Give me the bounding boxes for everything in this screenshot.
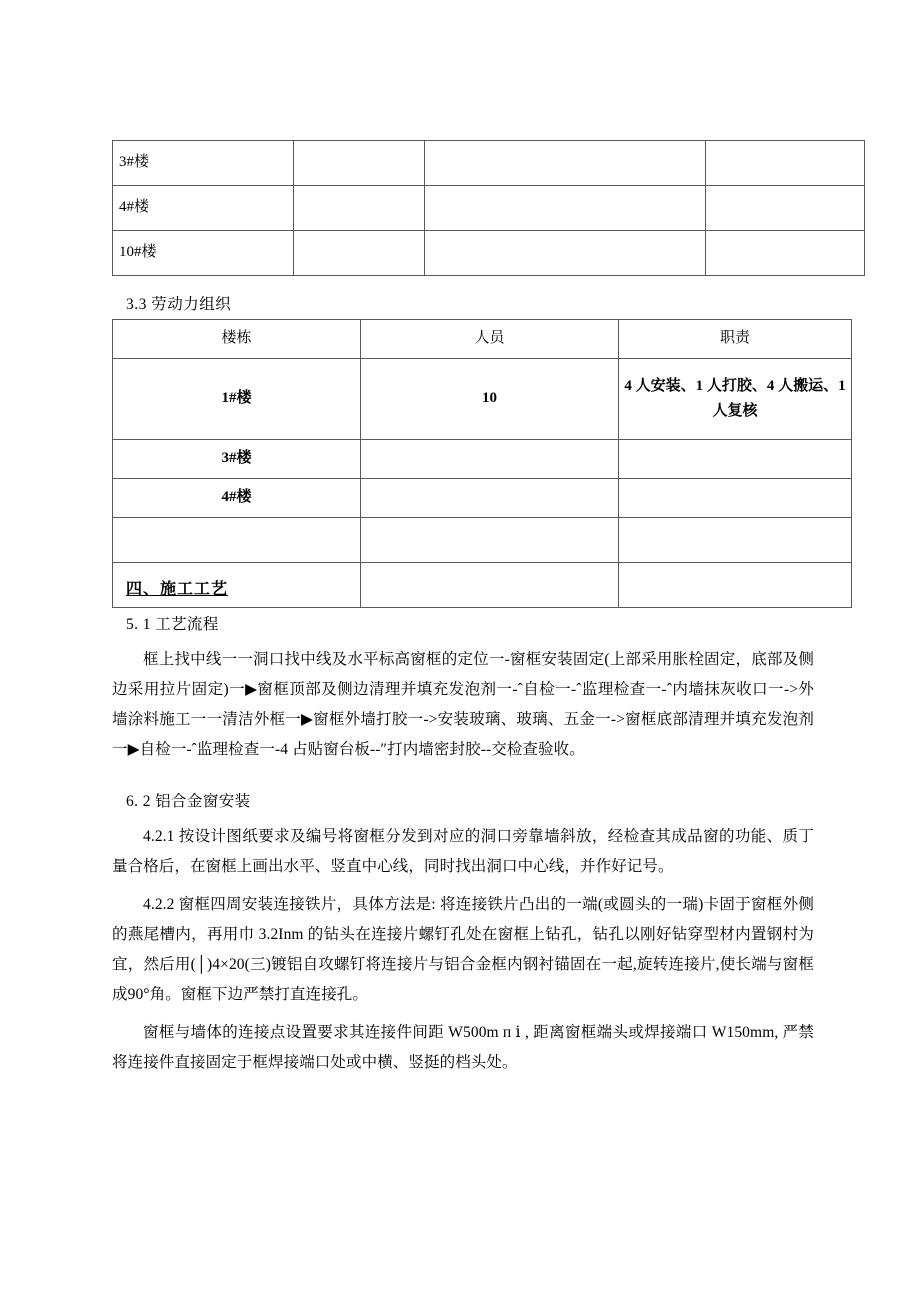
duty-cell [619, 479, 852, 518]
table-row [113, 186, 865, 231]
paragraph-connection-points: 窗框与墙体的连接点设置要求其连接件间距 W500m ᴨ ⅰ , 距离窗框端头或焊接端口 W150mm, 严禁将连接件直接固定于框焊接端口处或中横、竖挺的档头处。 [112, 1024, 814, 1071]
empty-cell [425, 186, 706, 231]
labor-table-head [113, 320, 852, 359]
empty-cell [294, 231, 425, 276]
building-cell: 3#楼 [113, 141, 294, 186]
building-cell: 4#楼 [113, 186, 294, 231]
table-row [113, 141, 865, 186]
labor-organization-heading: 3.3 劳动力组织 [126, 296, 232, 313]
table-row [113, 479, 852, 518]
empty-cell [425, 141, 706, 186]
duty-cell [619, 440, 852, 479]
empty-cell [294, 141, 425, 186]
people-cell: 10 [361, 359, 619, 440]
table-row [113, 440, 852, 479]
table-row [113, 231, 865, 276]
labor-table-body [113, 359, 852, 608]
paragraph-4-2-1: 4.2.1 按设计图纸要求及编号将窗框分发到对应的洞口旁靠墙斜放，经检查其成品窗的功能、质丁量合格后，在窗框上画出水平、竖直中心线，同时找出洞口中心线，并作好记号。 [112, 828, 814, 875]
paragraph-process-flow: 框上找中线一一洞口找中线及水平标高窗框的定位一-窗框安装固定(上部采用胀栓固定，底部及侧边采用拉片固定)一▶窗框顶部及侧边清理并填充发泡剂一-ˆ自检一-ˆ监理检查一-ˆ内墙抹灰收口一->外墙涂料施工一一清洁外框一▶窗框外墙打胶一->安装玻璃、玻璃、五金一->窗框底部清理并填充发泡剂一▶自检一-ˆ监理检查一-4 占贴窗台板--″打内墙密封胶--交检查验收。 [112, 651, 814, 758]
empty-cell [706, 231, 865, 276]
people-cell [361, 440, 619, 479]
table-row [113, 518, 852, 563]
paragraph-4-2-2: 4.2.2 窗框四周安装连接铁片，具体方法是: 将连接铁片凸出的一端(或圆头的一瑞)卡固于窗框外侧的燕尾槽内，再用巾 3.2Inm 的钻头在连接片螺钉孔处在窗框上钻孔，钻孔以刚好钻穿型材内置钢村为宜，然后用(│)4×20(三)镀铝自攻螺钉将连接片与铝合金框内钢衬锚固在一起,旋转连接片,使长端与窗框成90°角。窗框下边严禁打直连接孔。 [112, 896, 814, 1003]
building-cell: 3#楼 [113, 440, 361, 479]
table-row [113, 359, 852, 440]
people-cell [361, 479, 619, 518]
people-cell [361, 518, 619, 563]
building-cell: 1#楼 [113, 359, 361, 440]
building-cell [113, 518, 361, 563]
empty-cell [706, 141, 865, 186]
sub-heading-process-flow: 5. 1 工艺流程 [126, 616, 219, 633]
column-header-building: 楼栋 [113, 320, 361, 359]
building-cell: 10#楼 [113, 231, 294, 276]
labor-organization-table [112, 319, 852, 608]
section-heading-construction-process: 四、施工工艺 [126, 581, 229, 598]
buildings-continued-table [112, 140, 865, 276]
duty-cell [619, 518, 852, 563]
sub-heading-aluminum-window-installation: 6. 2 铝合金窗安装 [126, 793, 251, 810]
building-cell: 4#楼 [113, 479, 361, 518]
column-header-duty: 职责 [619, 320, 852, 359]
buildings-continued-body [113, 141, 865, 276]
people-cell [361, 563, 619, 608]
duty-cell [619, 563, 852, 608]
duty-cell: 4 人安装、1 人打胶、4 人搬运、1 人复核 [619, 359, 852, 440]
empty-cell [425, 231, 706, 276]
table-header-row [113, 320, 852, 359]
empty-cell [294, 186, 425, 231]
empty-cell [706, 186, 865, 231]
column-header-people: 人员 [361, 320, 619, 359]
